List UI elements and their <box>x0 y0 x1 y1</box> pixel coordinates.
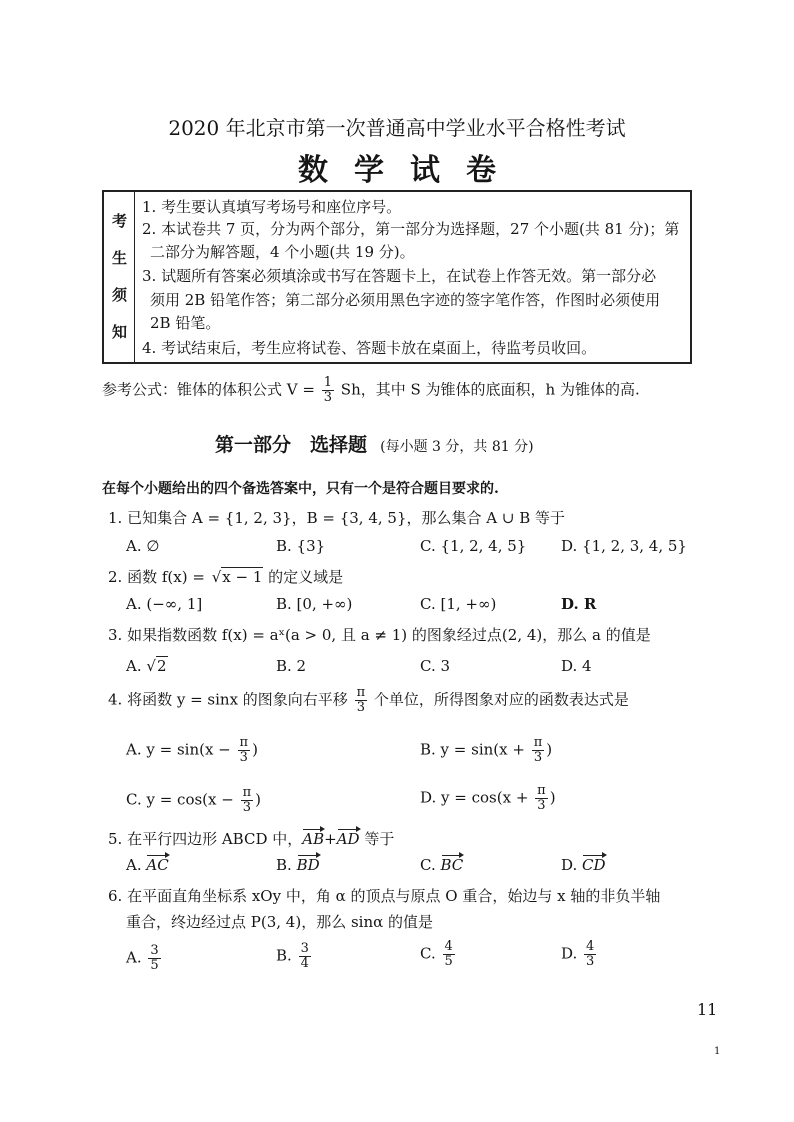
question-2-option-c: C. [1, +∞) <box>420 595 497 613</box>
option-pre: D. y = cos(x + <box>420 788 529 807</box>
option-post: ) <box>255 790 262 809</box>
notice-side-label <box>104 192 135 362</box>
question-4-stem-post: 个单位，所得图象对应的函数表达式是 <box>373 690 629 709</box>
question-4-option-c <box>126 786 261 815</box>
notice-side-char: 知 <box>111 323 127 341</box>
option-fraction <box>238 736 251 765</box>
question-4-option-b <box>420 736 552 765</box>
frac-den: 5 <box>150 958 159 973</box>
question-1-option-c: C. {1, 2, 4, 5} <box>420 537 527 555</box>
option-letter: B. <box>276 856 292 874</box>
vector-ad: AD <box>336 830 360 848</box>
option-letter: B. <box>276 946 292 965</box>
question-2-radicand: x − 1 <box>222 568 263 586</box>
option-letter: A. <box>126 856 142 874</box>
option-fraction <box>443 940 455 969</box>
question-6-stem-line1: 6. 在平面直角坐标系 xOy 中，角 α 的顶点与原点 O 重合，始边与 x 轴的非负半轴 <box>108 887 661 905</box>
notice-line: 须用 2B 铅笔作答；第二部分必须用黑色字迹的签字笔作答，作图时必须使用 <box>150 291 661 309</box>
option-post: ) <box>549 788 556 807</box>
question-2-stem-post: 的定义域是 <box>268 568 344 586</box>
formula-fraction <box>322 376 334 405</box>
question-4-option-a <box>126 736 258 765</box>
formula-prefix: 参考公式：锥体的体积公式 V = <box>102 380 315 399</box>
option-letter: C. <box>420 856 436 874</box>
option-letter: C. <box>420 944 436 963</box>
question-2-option-b: B. [0, +∞) <box>276 595 353 613</box>
frac-num: π <box>533 735 543 750</box>
notice-line: 2. 本试卷共 7 页，分为两个部分，第一部分为选择题，27 个小题(共 81 分)；第 <box>142 220 680 238</box>
option-pre: A. y = sin(x − <box>126 740 231 759</box>
notice-side-char: 生 <box>111 249 127 267</box>
question-1-option-d: D. {1, 2, 3, 4, 5} <box>561 537 687 555</box>
section-title: 第一部分 选择题 <box>215 434 368 456</box>
frac-num: 4 <box>586 939 595 954</box>
question-6-option-a <box>126 944 163 973</box>
notice-line: 4. 考试结束后，考生应将试卷、答题卡放在桌面上，待监考员收回。 <box>142 339 597 357</box>
frac-num: π <box>242 785 252 800</box>
question-6-stem-line2: 重合，终边经过点 P(3, 4)，那么 sinα 的值是 <box>126 913 434 931</box>
question-5-stem-post: 等于 <box>364 830 395 848</box>
question-1-option-a: A. ∅ <box>126 537 160 555</box>
option-vector: AC <box>146 856 169 874</box>
section-note: (每小题 3 分，共 81 分) <box>380 439 534 455</box>
question-3-stem: 3. 如果指数函数 f(x) = aˣ(a > 0, 且 a ≠ 1) 的图象经过点(2, 4)，那么 a 的值是 <box>108 626 651 644</box>
option-pre: B. y = sin(x + <box>420 740 525 759</box>
question-5-option-c <box>420 856 463 874</box>
reference-formula <box>102 376 640 405</box>
question-3-option-a-radicand: 2 <box>156 657 167 675</box>
sqrt-sign: √ <box>146 657 156 675</box>
question-3-option-a <box>126 657 168 675</box>
question-4-option-d <box>420 784 556 813</box>
option-letter: D. <box>561 944 578 963</box>
option-fraction <box>584 940 596 969</box>
question-3-option-a-letter: A. <box>126 657 142 675</box>
option-post: ) <box>252 740 258 759</box>
option-letter: A. <box>126 948 142 967</box>
question-5-option-a <box>126 856 169 874</box>
option-fraction <box>535 784 548 813</box>
option-vector: BD <box>296 856 320 874</box>
option-pre: C. y = cos(x − <box>126 790 234 809</box>
question-3-option-d: D. 4 <box>561 657 592 675</box>
question-1-stem: 1. 已知集合 A = {1, 2, 3}，B = {3, 4, 5}，那么集合 A ∪ B 等于 <box>108 509 565 527</box>
option-fraction <box>241 786 254 815</box>
formula-frac-num: 1 <box>323 375 333 390</box>
question-4-stem-pre: 4. 将函数 y = sinx 的图象向右平移 <box>108 690 348 709</box>
frac-num: π <box>356 685 366 700</box>
frac-den: 4 <box>300 956 309 971</box>
frac-den: 3 <box>537 798 546 813</box>
frac-den: 3 <box>356 700 365 715</box>
frac-den: 5 <box>444 954 453 969</box>
frac-den: 3 <box>242 800 252 815</box>
question-2-stem-pre: 2. 函数 f(x) = <box>108 568 205 586</box>
question-4-fraction <box>355 686 368 715</box>
option-vector: BC <box>440 856 464 874</box>
question-5-option-b <box>276 856 320 874</box>
frac-num: 3 <box>300 941 309 956</box>
frac-num: π <box>239 735 249 750</box>
notice-box <box>102 190 692 364</box>
page-number: 11 <box>697 1000 718 1019</box>
frac-num: 3 <box>150 943 159 958</box>
section-heading <box>215 430 534 457</box>
question-2-option-d: D. R <box>561 595 597 613</box>
question-5-stem-pre: 5. 在平行四边形 ABCD 中， <box>108 830 303 848</box>
question-5-stem <box>108 828 394 849</box>
question-6-option-c <box>420 940 457 969</box>
notice-line: 1. 考生要认真填写考场号和座位序号。 <box>142 198 402 216</box>
notice-side-char: 考 <box>111 212 127 230</box>
notice-side-char: 须 <box>111 286 127 304</box>
question-6-option-b <box>276 942 313 971</box>
plus-sign: + <box>324 830 337 848</box>
notice-line: 3. 试题所有答案必须填涂或书写在答题卡上，在试卷上作答无效。第一部分必 <box>142 267 657 285</box>
frac-den: 3 <box>586 954 595 969</box>
corner-number: 1 <box>714 1046 721 1057</box>
option-letter: D. <box>561 856 578 874</box>
notice-line: 2B 铅笔。 <box>150 314 221 332</box>
formula-frac-den: 3 <box>323 390 333 405</box>
formula-suffix: Sh，其中 S 为锥体的底面积，h 为锥体的高. <box>340 380 640 399</box>
exam-subtitle: 数学试卷 <box>298 153 522 188</box>
question-3-option-b: B. 2 <box>276 657 307 675</box>
sqrt-sign: √ <box>211 568 222 586</box>
section-instruction: 在每个小题给出的四个备选答案中，只有一个是符合题目要求的. <box>102 481 499 497</box>
vector-ab: AB <box>302 830 325 848</box>
option-fraction <box>299 942 311 971</box>
question-6-option-d <box>561 940 598 969</box>
question-5-option-d <box>561 856 606 874</box>
frac-den: 3 <box>239 750 248 765</box>
frac-num: 4 <box>444 939 453 954</box>
option-fraction <box>532 736 545 765</box>
option-fraction <box>148 944 160 973</box>
question-3-option-c: C. 3 <box>420 657 451 675</box>
question-1-option-b: B. {3} <box>276 537 326 555</box>
question-2-stem <box>108 566 343 587</box>
notice-line: 二部分为解答题，4 个小题(共 19 分)。 <box>150 243 415 261</box>
question-4-stem <box>108 686 629 715</box>
exam-title: 2020 年北京市第一次普通高中学业水平合格性考试 <box>168 116 626 140</box>
question-2-option-a: A. (−∞, 1] <box>126 595 203 613</box>
option-post: ) <box>546 740 553 759</box>
frac-num: π <box>537 783 546 798</box>
option-vector: CD <box>582 856 606 874</box>
frac-den: 3 <box>533 750 543 765</box>
